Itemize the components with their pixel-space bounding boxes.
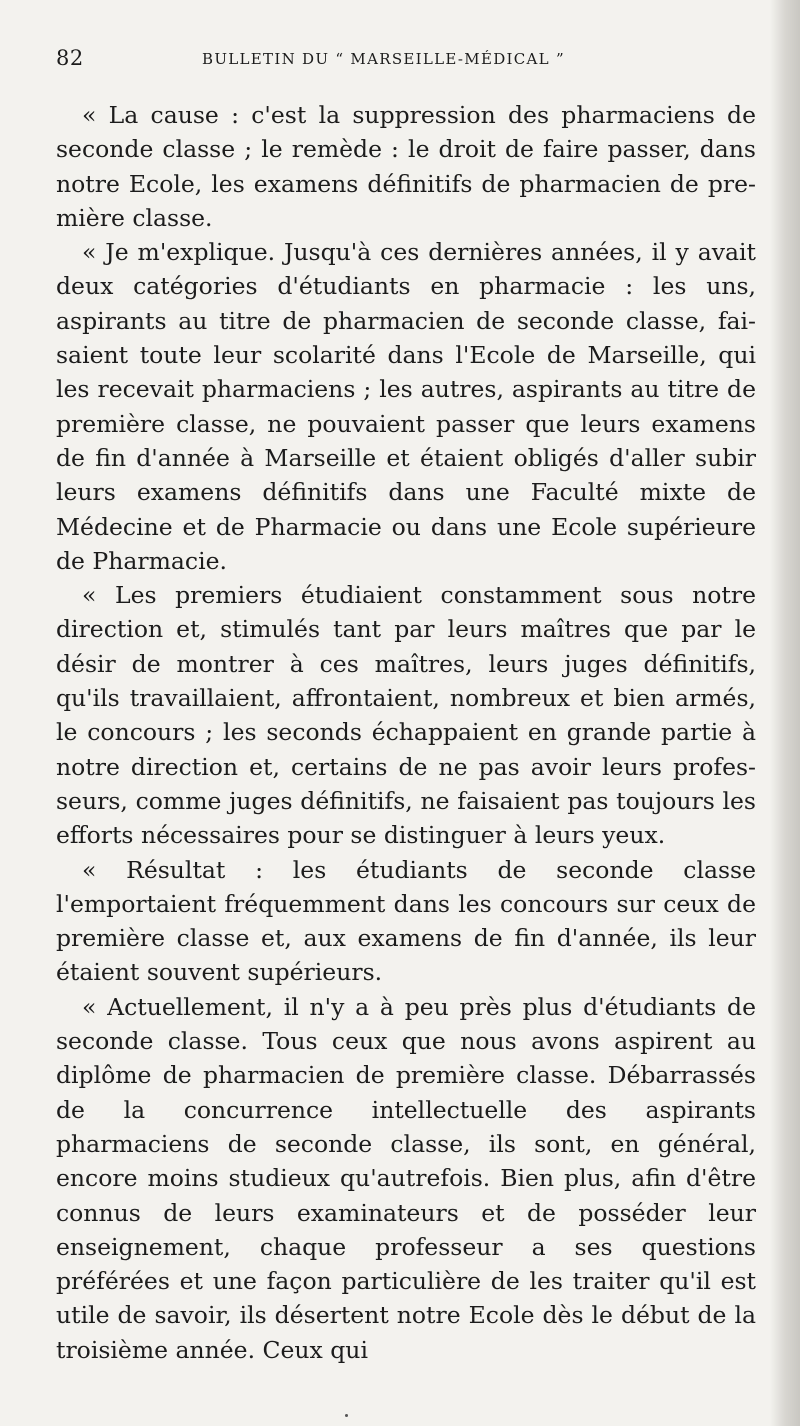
paragraph: « La cause : c'est la suppression des pharmaciens de seconde classe ; le remède : le droit de faire passer, dans notre Ecole, les examens définitifs de pharmacien de première classe.	[56, 101, 756, 232]
page-header	[56, 46, 776, 80]
ink-speck	[345, 1414, 348, 1417]
paragraph: « Actuellement, il n'y a à peu près plus d'étudiants de seconde classe. Tous ceux que nous avons aspirent au diplôme de pharmacien de première classe. Débarrassés de la concurrence intellectuelle des aspirants pharmaciens de seconde classe, ils sont, en général, encore moins studieux qu'autrefois. Bien plus, afin d'être connus de leurs examinateurs et de posséder leur enseignement, chaque professeur a ses questions préférées et une façon particulière de les traiter qu'il est utile de savoir, ils désertent notre Ecole dès le début de la troisième année. Ceux qui	[56, 992, 756, 1364]
page-edge-shadow	[770, 0, 800, 1426]
paragraph: « Je m'explique. Jusqu'à ces dernières années, il y avait deux catégories d'étudiants en pharmacie : les uns, aspirants au titre de pharmacien de seconde classe, faisaient toute leur scolarité dans l'Ecole de Marseille, qui les recevait pharmaciens ; les autres, aspirants au titre de première classe, ne pouvaient passer que leurs examens de fin d'année à Marseille et étaient obligés d'aller subir leurs examens définitifs dans une Faculté mixte de Médecine et de Pharmacie ou dans une Ecole supérieure de Pharmacie.	[56, 238, 756, 575]
paragraph: « Résultat : les étudiants de seconde classe l'emportaient fréquemment dans les concours sur ceux de première classe et, aux examens de fin d'année, ils leur étaient souvent supérieurs.	[56, 855, 756, 987]
paragraph: « Les premiers étudiaient constamment sous notre direction et, stimulés tant par leurs maîtres que par le désir de montrer à ces maîtres, leurs juges définitifs, qu'ils travaillaient, affrontaient, nombreux et bien armés, le concours ; les seconds échappaient en grande partie à notre direction et, certains de ne pas avoir leurs professeurs, comme juges définitifs, ne faisaient pas toujours les efforts nécessaires pour se distinguer à leurs yeux.	[56, 581, 756, 850]
page-number: 82	[56, 46, 84, 70]
running-head: BULLETIN DU “ MARSEILLE-MÉDICAL ”	[202, 50, 565, 68]
body-text	[56, 98, 756, 1367]
